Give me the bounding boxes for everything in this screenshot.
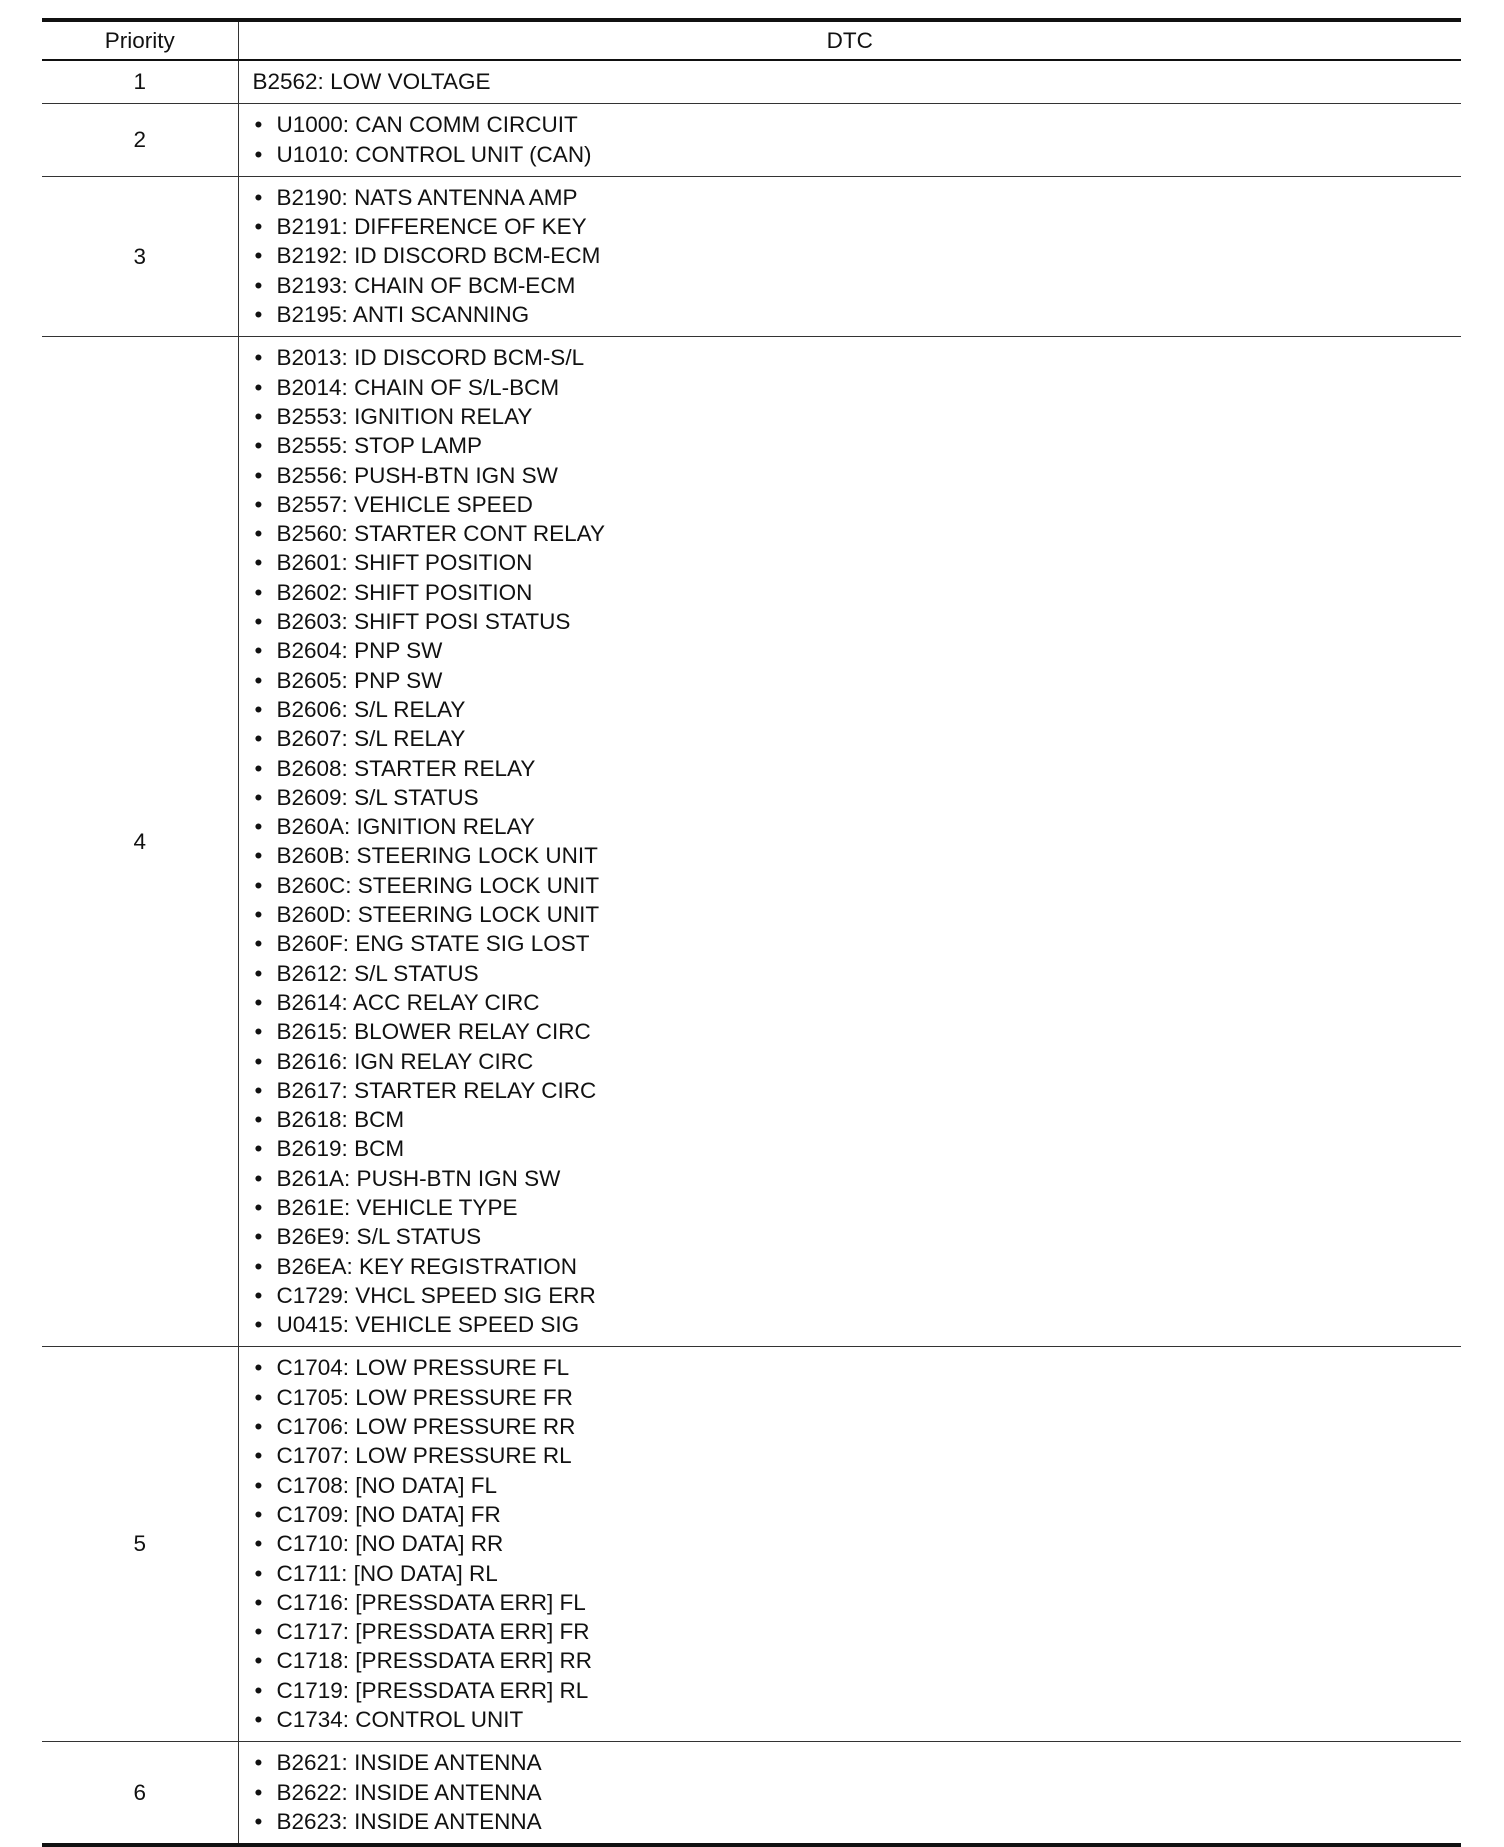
bullet-icon: • xyxy=(254,814,263,840)
dtc-cell xyxy=(238,337,1461,1347)
dtc-code: B2616: IGN RELAY CIRC xyxy=(276,1048,534,1074)
bullet-icon: • xyxy=(254,214,263,240)
bullet-icon: • xyxy=(254,1107,263,1133)
table-body xyxy=(42,60,1461,1845)
list-item xyxy=(253,1164,1462,1193)
list-item xyxy=(253,695,1462,724)
dtc-cell xyxy=(238,1742,1461,1845)
bullet-icon: • xyxy=(254,931,263,957)
bullet-icon: • xyxy=(254,843,263,869)
dtc-cell xyxy=(238,1347,1461,1742)
dtc-code: B2190: NATS ANTENNA AMP xyxy=(276,184,578,210)
dtc-code: B2557: VEHICLE SPEED xyxy=(276,491,533,517)
list-item xyxy=(253,988,1462,1017)
list-item xyxy=(253,636,1462,665)
priority-cell: 6 xyxy=(42,1742,238,1845)
list-item xyxy=(253,1017,1462,1046)
list-item xyxy=(253,212,1462,241)
bullet-icon: • xyxy=(254,1750,263,1776)
list-item xyxy=(253,1676,1462,1705)
bullet-icon: • xyxy=(254,1077,263,1103)
list-item xyxy=(253,1193,1462,1222)
list-item xyxy=(253,1105,1462,1134)
dtc-code: C1729: VHCL SPEED SIG ERR xyxy=(276,1282,596,1308)
bullet-icon: • xyxy=(254,638,263,664)
bullet-icon: • xyxy=(254,1779,263,1805)
dtc-code: B2602: SHIFT POSITION xyxy=(276,579,533,605)
list-item xyxy=(253,1529,1462,1558)
list-item xyxy=(253,1588,1462,1617)
priority-cell: 2 xyxy=(42,104,238,177)
dtc-list xyxy=(253,343,1462,1339)
bullet-icon: • xyxy=(254,1136,263,1162)
dtc-code: B26E9: S/L STATUS xyxy=(276,1224,482,1250)
bullet-icon: • xyxy=(254,1312,263,1338)
list-item xyxy=(253,1807,1462,1836)
dtc-code: B2618: BCM xyxy=(276,1107,405,1133)
dtc-code: B2621: INSIDE ANTENNA xyxy=(276,1750,542,1776)
dtc-code: B2619: BCM xyxy=(276,1136,405,1162)
dtc-code: B260B: STEERING LOCK UNIT xyxy=(276,843,598,869)
dtc-code: C1719: [PRESSDATA ERR] RL xyxy=(276,1677,589,1703)
bullet-icon: • xyxy=(254,1560,263,1586)
dtc-code: B26EA: KEY REGISTRATION xyxy=(276,1253,578,1279)
list-item xyxy=(253,1047,1462,1076)
dtc-cell xyxy=(238,176,1461,336)
bullet-icon: • xyxy=(254,1707,263,1733)
list-item xyxy=(253,1383,1462,1412)
dtc-code: U0415: VEHICLE SPEED SIG xyxy=(276,1312,580,1338)
bullet-icon: • xyxy=(254,1501,263,1527)
bullet-icon: • xyxy=(254,1443,263,1469)
bullet-icon: • xyxy=(254,302,263,328)
dtc-code: C1706: LOW PRESSURE RR xyxy=(276,1414,576,1440)
dtc-code: C1718: [PRESSDATA ERR] RR xyxy=(276,1648,593,1674)
bullet-icon: • xyxy=(254,112,263,138)
bullet-icon: • xyxy=(254,872,263,898)
dtc-code: C1709: [NO DATA] FR xyxy=(276,1501,501,1527)
dtc-code: U1000: CAN COMM CIRCUIT xyxy=(276,112,578,138)
dtc-priority-table xyxy=(42,18,1461,1847)
list-item xyxy=(253,841,1462,870)
list-item xyxy=(253,490,1462,519)
bullet-icon: • xyxy=(254,1648,263,1674)
list-item xyxy=(253,871,1462,900)
bullet-icon: • xyxy=(254,491,263,517)
list-item xyxy=(253,1646,1462,1675)
header-priority: Priority xyxy=(42,20,238,60)
dtc-code: C1704: LOW PRESSURE FL xyxy=(276,1355,570,1381)
dtc-code: B260F: ENG STATE SIG LOST xyxy=(276,931,590,957)
list-item xyxy=(253,1076,1462,1105)
bullet-icon: • xyxy=(254,184,263,210)
dtc-code: B2615: BLOWER RELAY CIRC xyxy=(276,1019,591,1045)
bullet-icon: • xyxy=(254,726,263,752)
bullet-icon: • xyxy=(254,1677,263,1703)
dtc-code: B2195: ANTI SCANNING xyxy=(276,302,530,328)
list-item xyxy=(253,754,1462,783)
dtc-code: C1708: [NO DATA] FL xyxy=(276,1472,497,1498)
dtc-list xyxy=(253,1353,1462,1734)
dtc-code: B2607: S/L RELAY xyxy=(276,726,466,752)
bullet-icon: • xyxy=(254,696,263,722)
bullet-icon: • xyxy=(254,1531,263,1557)
bullet-icon: • xyxy=(254,1019,263,1045)
list-item xyxy=(253,1705,1462,1734)
dtc-code: U1010: CONTROL UNIT (CAN) xyxy=(276,141,592,167)
dtc-cell xyxy=(238,104,1461,177)
list-item xyxy=(253,1559,1462,1588)
bullet-icon: • xyxy=(254,433,263,459)
dtc-code: C1734: CONTROL UNIT xyxy=(276,1707,524,1733)
dtc-code: B2191: DIFFERENCE OF KEY xyxy=(276,214,587,240)
dtc-code: B2601: SHIFT POSITION xyxy=(276,550,533,576)
bullet-icon: • xyxy=(254,462,263,488)
bullet-icon: • xyxy=(254,667,263,693)
bullet-icon: • xyxy=(254,1194,263,1220)
list-item xyxy=(253,461,1462,490)
list-item xyxy=(253,1134,1462,1163)
list-item xyxy=(253,1748,1462,1777)
list-item xyxy=(253,1353,1462,1382)
priority-cell: 4 xyxy=(42,337,238,1347)
bullet-icon: • xyxy=(254,1165,263,1191)
table-row xyxy=(42,104,1461,177)
dtc-code: B2555: STOP LAMP xyxy=(276,433,483,459)
list-item xyxy=(253,300,1462,329)
list-item xyxy=(253,1310,1462,1339)
dtc-code: B2192: ID DISCORD BCM-ECM xyxy=(276,243,601,269)
dtc-code: B2609: S/L STATUS xyxy=(276,784,479,810)
dtc-code: B260A: IGNITION RELAY xyxy=(276,814,535,840)
list-item xyxy=(253,783,1462,812)
bullet-icon: • xyxy=(254,1282,263,1308)
dtc-code: B2013: ID DISCORD BCM-S/L xyxy=(276,345,585,371)
list-item xyxy=(253,1281,1462,1310)
list-item xyxy=(253,1500,1462,1529)
list-item xyxy=(253,1252,1462,1281)
bullet-icon: • xyxy=(254,1414,263,1440)
bullet-icon: • xyxy=(254,521,263,547)
bullet-icon: • xyxy=(254,579,263,605)
bullet-icon: • xyxy=(254,784,263,810)
dtc-code: B2603: SHIFT POSI STATUS xyxy=(276,609,571,635)
bullet-icon: • xyxy=(254,550,263,576)
list-item xyxy=(253,271,1462,300)
list-item xyxy=(253,900,1462,929)
bullet-icon: • xyxy=(254,141,263,167)
table-row xyxy=(42,1347,1461,1742)
dtc-code: B2612: S/L STATUS xyxy=(276,960,479,986)
dtc-code: C1705: LOW PRESSURE FR xyxy=(276,1384,573,1410)
bullet-icon: • xyxy=(254,960,263,986)
dtc-cell xyxy=(238,60,1461,104)
list-item xyxy=(253,666,1462,695)
bullet-icon: • xyxy=(254,1048,263,1074)
bullet-icon: • xyxy=(254,403,263,429)
dtc-code: B2605: PNP SW xyxy=(276,667,443,693)
bullet-icon: • xyxy=(254,1384,263,1410)
dtc-list xyxy=(253,110,1462,169)
dtc-code: B2014: CHAIN OF S/L-BCM xyxy=(276,374,560,400)
dtc-code: B260C: STEERING LOCK UNIT xyxy=(276,872,600,898)
table-header-row xyxy=(42,20,1461,60)
bullet-icon: • xyxy=(254,1355,263,1381)
dtc-code: C1710: [NO DATA] RR xyxy=(276,1531,504,1557)
bullet-icon: • xyxy=(254,989,263,1015)
dtc-code: B261E: VEHICLE TYPE xyxy=(276,1194,518,1220)
bullet-icon: • xyxy=(254,902,263,928)
list-item xyxy=(253,183,1462,212)
list-item xyxy=(253,519,1462,548)
list-item xyxy=(253,402,1462,431)
dtc-code: B2608: STARTER RELAY xyxy=(276,755,536,781)
dtc-code: B2553: IGNITION RELAY xyxy=(276,403,533,429)
list-item xyxy=(253,431,1462,460)
bullet-icon: • xyxy=(254,243,263,269)
list-item xyxy=(253,1222,1462,1251)
bullet-icon: • xyxy=(254,272,263,298)
dtc-code: C1716: [PRESSDATA ERR] FL xyxy=(276,1589,586,1615)
list-item xyxy=(253,1617,1462,1646)
dtc-list xyxy=(253,1748,1462,1836)
dtc-code: B2193: CHAIN OF BCM-ECM xyxy=(276,272,576,298)
bullet-icon: • xyxy=(254,1589,263,1615)
list-item xyxy=(253,1471,1462,1500)
priority-cell: 3 xyxy=(42,176,238,336)
list-item xyxy=(253,959,1462,988)
dtc-code: B2623: INSIDE ANTENNA xyxy=(276,1808,542,1834)
dtc-code: B2614: ACC RELAY CIRC xyxy=(276,989,540,1015)
header-dtc: DTC xyxy=(238,20,1461,60)
table-row xyxy=(42,176,1461,336)
list-item xyxy=(253,812,1462,841)
list-item xyxy=(253,110,1462,139)
list-item xyxy=(253,1412,1462,1441)
bullet-icon: • xyxy=(254,609,263,635)
dtc-code: B260D: STEERING LOCK UNIT xyxy=(276,902,600,928)
bullet-icon: • xyxy=(254,1253,263,1279)
bullet-icon: • xyxy=(254,345,263,371)
table-row xyxy=(42,60,1461,104)
list-item xyxy=(253,1441,1462,1470)
dtc-code: C1711: [NO DATA] RL xyxy=(276,1560,498,1586)
dtc-code: C1707: LOW PRESSURE RL xyxy=(276,1443,572,1469)
list-item xyxy=(253,373,1462,402)
list-item xyxy=(253,548,1462,577)
dtc-code: B2556: PUSH-BTN IGN SW xyxy=(276,462,558,488)
table-row xyxy=(42,1742,1461,1845)
list-item xyxy=(253,241,1462,270)
dtc-code: B2562: LOW VOLTAGE xyxy=(252,69,491,94)
dtc-code: B261A: PUSH-BTN IGN SW xyxy=(276,1165,561,1191)
dtc-code: B2604: PNP SW xyxy=(276,638,443,664)
bullet-icon: • xyxy=(254,1224,263,1250)
list-item xyxy=(253,724,1462,753)
bullet-icon: • xyxy=(254,1619,263,1645)
table-row xyxy=(42,337,1461,1347)
bullet-icon: • xyxy=(254,1808,263,1834)
dtc-code: B2606: S/L RELAY xyxy=(276,696,466,722)
dtc-code: C1717: [PRESSDATA ERR] FR xyxy=(276,1619,590,1645)
dtc-list xyxy=(253,183,1462,329)
list-item xyxy=(253,607,1462,636)
dtc-code: B2560: STARTER CONT RELAY xyxy=(276,521,605,547)
list-item xyxy=(253,343,1462,372)
list-item xyxy=(253,1778,1462,1807)
dtc-code: B2622: INSIDE ANTENNA xyxy=(276,1779,542,1805)
list-item xyxy=(253,140,1462,169)
bullet-icon: • xyxy=(254,755,263,781)
priority-cell: 5 xyxy=(42,1347,238,1742)
priority-cell: 1 xyxy=(42,60,238,104)
dtc-code: B2617: STARTER RELAY CIRC xyxy=(276,1077,597,1103)
list-item xyxy=(253,929,1462,958)
bullet-icon: • xyxy=(254,1472,263,1498)
bullet-icon: • xyxy=(254,374,263,400)
list-item xyxy=(253,578,1462,607)
